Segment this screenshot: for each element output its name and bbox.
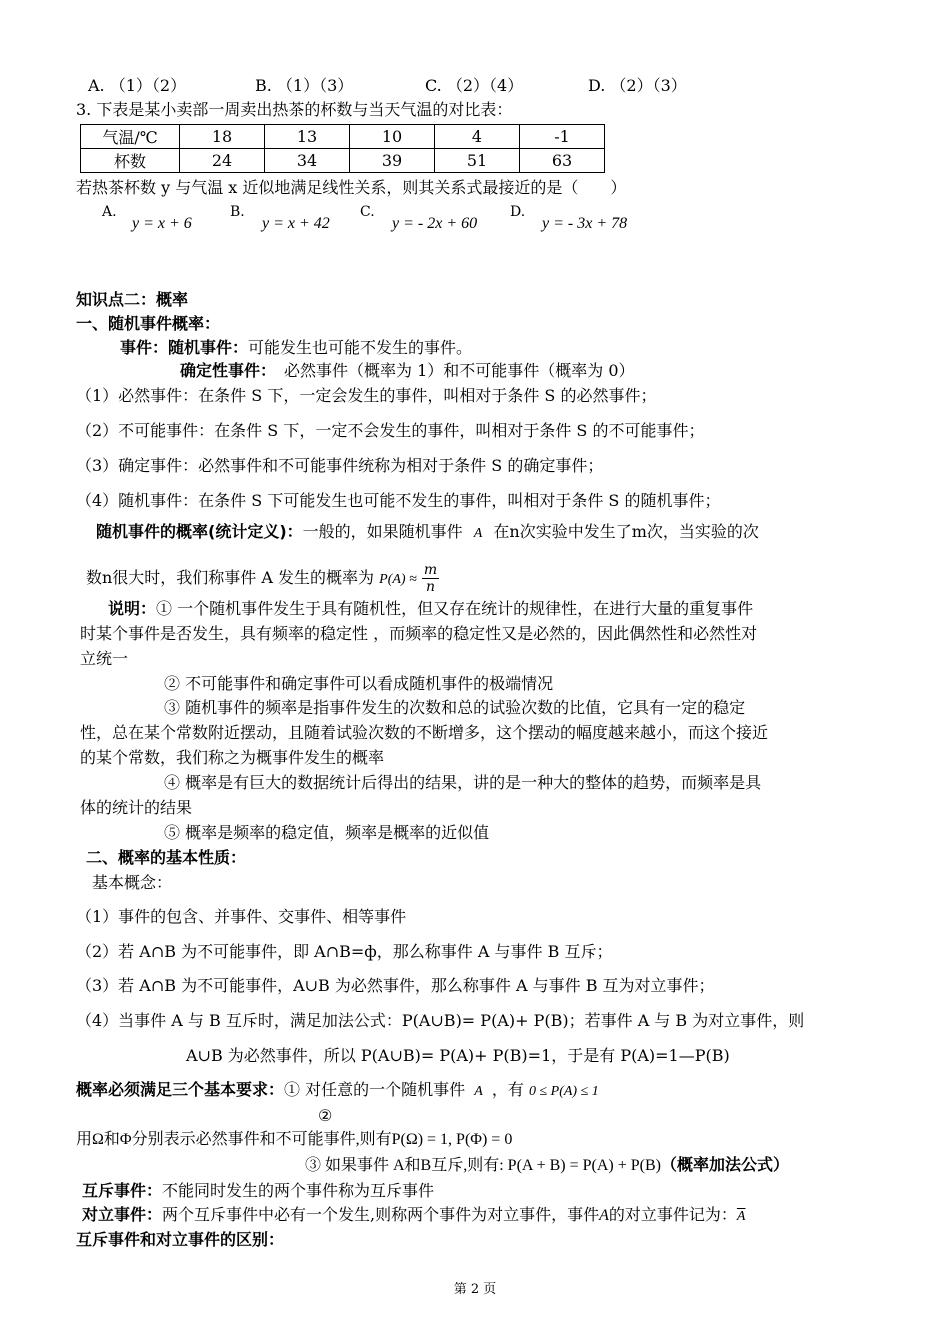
table-row — [81, 149, 605, 173]
requirement-2-mark: ② — [318, 1106, 333, 1125]
basic-concepts: 基本概念： — [92, 873, 173, 892]
det-text: 必然事件（概率为 1）和不可能事件（概率为 0） — [268, 361, 635, 380]
section-title: 知识点二：概率 — [76, 290, 189, 309]
note-5: ⑤ 概率是频率的稳定值，频率是概率的近似值 — [164, 823, 490, 842]
table-cell: 39 — [350, 149, 435, 173]
property-1: （1）事件的包含、并事件、交事件、相等事件 — [76, 907, 407, 926]
requirement-1-event: A — [474, 1084, 483, 1099]
page-number: 第 2 页 — [453, 1282, 497, 1297]
q2-option-c: C. （2）（4） — [425, 76, 524, 95]
note-4a: ④ 概率是有巨大的数据统计后得出的结果，讲的是一种大的整体的趋势，而频率是具 — [164, 773, 762, 792]
table-cell: 4 — [435, 125, 520, 149]
table-cell: 10 — [350, 125, 435, 149]
note-1c: 立统一 — [80, 649, 129, 668]
q2-option-a: A. （1）（2） — [88, 76, 187, 95]
opposite-event-bar: $\overline{A}$ — [736, 1209, 746, 1224]
q3-stem: 3. 下表是某小卖部一周卖出热茶的杯数与当天气温的对比表： — [76, 100, 513, 119]
stat-text-1: 一般的，如果随机事件 — [302, 522, 463, 541]
table-cell: -1 — [520, 125, 605, 149]
part1-title: 一、随机事件概率： — [76, 314, 221, 333]
table-cell: 气温/℃ — [81, 125, 180, 149]
requirement-1-formula: 0 ≤ P(A) ≤ 1 — [528, 1084, 599, 1099]
stat-label: 随机事件的概率(统计定义)： — [96, 522, 303, 541]
table-cell: 杯数 — [81, 149, 180, 173]
requirement-1-mid: ，有 — [491, 1080, 524, 1099]
q3-option-c-label: C. — [360, 204, 375, 220]
property-4b: A∪B 为必然事件，所以 P(A∪B)= P(A)+ P(B)=1，于是有 P(A)=1—P(B) — [186, 1046, 730, 1065]
item-3: （3）确定事件：必然事件和不可能事件统称为相对于条件 S 的确定事件； — [76, 456, 604, 475]
q2-option-d: D. （2）（3） — [588, 76, 687, 95]
note-1b: 时某个事件是否发生，具有频率的稳定性 ，而频率的稳定性又是必然的，因此偶然性和必然性对 — [80, 624, 758, 643]
q3-option-b: y = x + 42 — [262, 215, 330, 232]
q3-option-b-label: B. — [230, 204, 245, 220]
addition-formula-label: （概率加法公式） — [660, 1155, 789, 1174]
table-cell: 18 — [180, 125, 265, 149]
stat-text-2: 在n次实验中发生了m次，当实验的次 — [493, 522, 759, 541]
det-label: 确定性事件： — [180, 361, 269, 380]
property-2: （2）若 A∩B 为不可能事件，即 A∩B=ф，那么称事件 A 与事件 B 互斥； — [76, 942, 613, 961]
table-cell: 34 — [265, 149, 350, 173]
item-1: （1）必然事件：在条件 S 下，一定会发生的事件，叫相对于条件 S 的必然事件； — [76, 386, 657, 405]
note-label: 说明： — [108, 599, 157, 618]
event-label: 事件：随机事件： — [120, 338, 249, 357]
stat-formula: P(A) ≈ — [379, 572, 417, 587]
table-cell: 63 — [520, 149, 605, 173]
table-cell: 51 — [435, 149, 520, 173]
q3-option-a: y = x + 6 — [132, 215, 192, 232]
table-row — [81, 125, 605, 149]
note-1a: ① 一个随机事件发生于具有随机性，但又存在统计的规律性，在进行大量的重复事件 — [156, 599, 754, 618]
opposite-text: 两个互斥事件中必有一个发生,则称两个事件为对立事件，事件 — [162, 1205, 600, 1224]
table-cell: 13 — [265, 125, 350, 149]
opposite-event: A — [599, 1207, 609, 1224]
requirement-1: ① 对任意的一个随机事件 — [284, 1080, 466, 1099]
mutex-label: 互斥事件： — [82, 1181, 163, 1200]
stat-event-a: A — [473, 526, 483, 541]
stat-text-3: 数n很大时，我们称事件 A 发生的概率为 — [86, 568, 375, 587]
q2-option-b: B. （1）（3） — [255, 76, 354, 95]
item-4: （4）随机事件：在条件 S 下可能发生也可能不发生的事件，叫相对于条件 S 的随机事件； — [76, 491, 721, 510]
opposite-text-2: 的对立事件记为： — [608, 1205, 737, 1224]
note-3c: 的某个常数，我们称之为概事件发生的概率 — [80, 748, 385, 767]
note-4b: 体的统计的结果 — [80, 798, 193, 817]
opposite-label: 对立事件： — [82, 1205, 163, 1224]
mutex-text: 不能同时发生的两个事件称为互斥事件 — [162, 1181, 435, 1200]
q3-option-c: y = - 2x + 60 — [392, 215, 478, 232]
q3-option-a-label: A. — [102, 204, 117, 220]
fraction-m-over-n: $\frac{m}{n}$ — [423, 562, 438, 595]
difference-label: 互斥事件和对立事件的区别： — [76, 1230, 285, 1249]
note-3b: 性，总在某个常数附近摆动，且随着试验次数的不断增多，这个摆动的幅度越来越小，而这个接近 — [80, 723, 769, 742]
part2-title: 二、概率的基本性质： — [86, 848, 247, 867]
note-2: ② 不可能事件和确定事件可以看成随机事件的极端情况 — [164, 674, 554, 693]
q3-question: 若热茶杯数 y 与气温 x 近似地满足线性关系，则其关系式最接近的是（ ） — [76, 178, 627, 197]
requirements-label: 概率必须满足三个基本要求： — [76, 1080, 285, 1099]
property-3: （3）若 A∩B 为不可能事件，A∪B 为必然事件，那么称事件 A 与事件 B 互为对立事件； — [76, 976, 715, 995]
temperature-cups-table — [80, 124, 605, 173]
event-text: 可能发生也可能不发生的事件。 — [248, 338, 473, 357]
q3-option-d: y = - 3x + 78 — [542, 215, 628, 232]
requirement-3: ③ 如果事件 A和B互斥,则有: P(A + B) = P(A) + P(B) — [305, 1157, 661, 1174]
note-3a: ③ 随机事件的频率是指事件发生的次数和总的试验次数的比值，它具有一定的稳定 — [164, 698, 746, 717]
table-cell: 24 — [180, 149, 265, 173]
q3-option-d-label: D. — [510, 204, 526, 220]
item-2: （2）不可能事件：在条件 S 下，一定不会发生的事件，叫相对于条件 S 的不可能事件； — [76, 421, 705, 440]
requirement-2: 用Ω和Φ分别表示必然事件和不可能事件,则有P(Ω) = 1, P(Φ) = 0 — [76, 1131, 513, 1148]
property-4a: （4）当事件 A 与 B 互斥时，满足加法公式：P(A∪B)= P(A)+ P(B)；若事件 A 与 B 为对立事件，则 — [76, 1011, 805, 1030]
